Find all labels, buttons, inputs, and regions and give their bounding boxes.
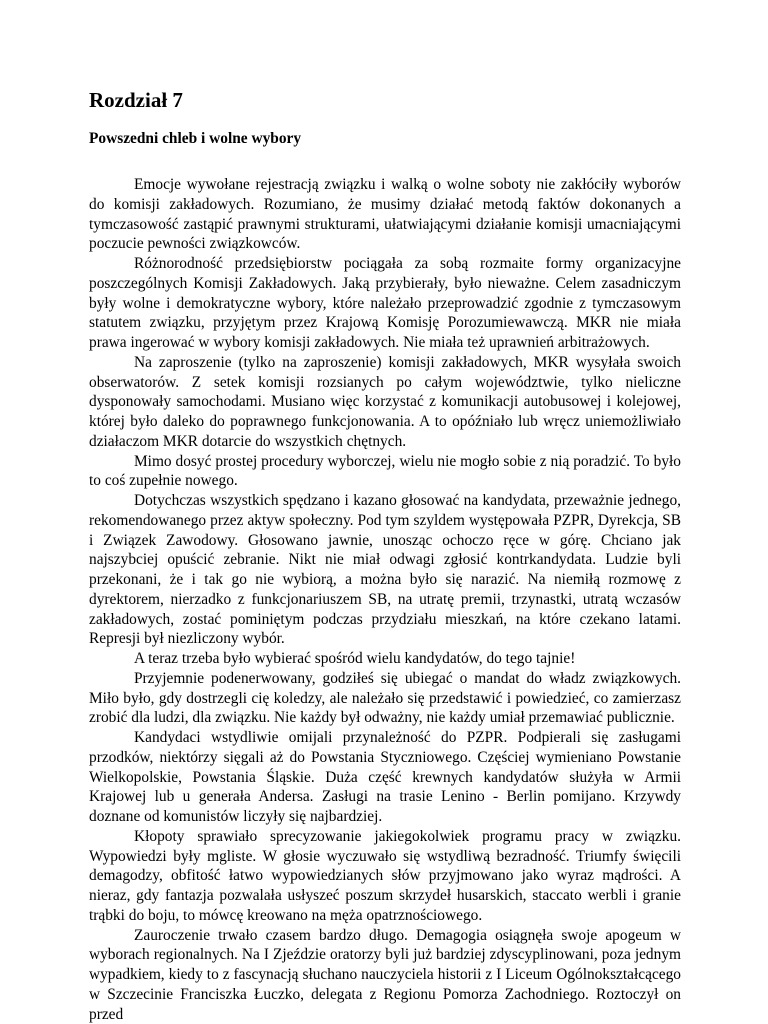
paragraph: Emocje wywołane rejestracją związku i walką o wolne soboty nie zakłóciły wyborów do komisji zakładowych. Rozumiano, że musimy działać metodą faktów dokonanych a tymczasowość zastąpić prawnymi strukturami, ułatwiającymi działanie komisji umacniającymi poczucie pewności związkowców. [89,175,681,254]
paragraph: Dotychczas wszystkich spędzano i kazano głosować na kandydata, przeważnie jednego, rekomendowanego przez aktyw społeczny. Pod tym szyldem występowała PZPR, Dyrekcja, SB i Związek Zawodowy. Głosowano jawnie, unosząc ochoczo ręce w górę. Chciano jak najszybciej opuścić zebranie. Nikt nie miał odwagi zgłosić kontrkandydata. Ludzie byli przekonani, że i tak go nie wybiorą, a można było się narazić. Na niemiłą rozmowę z dyrektorem, nierzadko z funkcjonariuszem SB, na utratę premii, trzynastki, utratą wczasów zakładowych, zostać pominiętym podczas przydziału mieszkań, na które czekano latami. Represji był niezliczony wybór. [89,491,681,649]
chapter-title: Rozdział 7 [89,86,183,114]
paragraph: Różnorodność przedsiębiorstw pociągała za sobą rozmaite formy organizacyjne poszczególnych Komisji Zakładowych. Jaką przybierały, było nieważne. Celem zasadniczym były wolne i demokratyczne wybory, które należało przeprowadzić zgodnie z tymczasowym statutem związku, przyjętym przez Krajową Komisję Porozumiewawczą. MKR nie miała prawa ingerować w wybory komisji zakładowych. Nie miała też uprawnień arbitrażowych. [89,254,681,353]
body-text [89,175,681,1024]
paragraph: Zauroczenie trwało czasem bardzo długo. Demagogia osiągnęła swoje apogeum w wyborach regionalnych. Na I Zjeździe oratorzy byli już bardziej zdyscyplinowani, poza jednym wypadkiem, kiedy to z fascynacją słuchano nauczyciela historii z I Liceum Ogólnokształcącego w Szczecinie Franciszka Łuczko, delegata z Regionu Pomorza Zachodniego. Roztoczył on przed [89,926,681,1024]
section-title: Powszedni chleb i wolne wybory [89,128,301,150]
paragraph: Kandydaci wstydliwie omijali przynależność do PZPR. Podpierali się zasługami przodków, niektórzy sięgali aż do Powstania Styczniowego. Częściej wymieniano Powstanie Wielkopolskie, Powstania Śląskie. Duża część krewnych kandydatów służyła w Armii Krajowej lub u generała Andersa. Zasługi na trasie Lenino - Berlin pomijano. Krzywdy doznane od komunistów liczyły się najbardziej. [89,728,681,827]
paragraph: A teraz trzeba było wybierać spośród wielu kandydatów, do tego tajnie! [89,649,681,669]
paragraph: Przyjemnie podenerwowany, godziłeś się ubiegać o mandat do władz związkowych. Miło było, gdy dostrzegli cię koledzy, ale należało się przedstawić i powiedzieć, co zamierzasz zrobić dla ludzi, dla związku. Nie każdy był odważny, nie każdy umiał przemawiać publicznie. [89,669,681,728]
paragraph: Mimo dosyć prostej procedury wyborczej, wielu nie mogło sobie z nią poradzić. To było to coś zupełnie nowego. [89,452,681,492]
paragraph: Na zaproszenie (tylko na zaproszenie) komisji zakładowych, MKR wysyłała swoich obserwatorów. Z setek komisji rozsianych po całym województwie, tylko nieliczne dysponowały samochodami. Musiano więc korzystać z komunikacji autobusowej i kolejowej, której było daleko do poprawnego funkcjonowania. A to opóźniało lub wręcz uniemożliwiało działaczom MKR dotarcie do wszystkich chętnych. [89,353,681,452]
paragraph: Kłopoty sprawiało sprecyzowanie jakiegokolwiek programu pracy w związku. Wypowiedzi były mgliste. W głosie wyczuwało się wstydliwą bezradność. Triumfy święcili demagodzy, obfitość łatwo wypowiedzianych słów przyjmowano jako wyraz mądrości. A nieraz, gdy fantazja pozwalała usłyszeć poszum skrzydeł husarskich, staccato werbli i granie trąbki do boju, to mówcę kreowano na męża opatrznościowego. [89,827,681,926]
